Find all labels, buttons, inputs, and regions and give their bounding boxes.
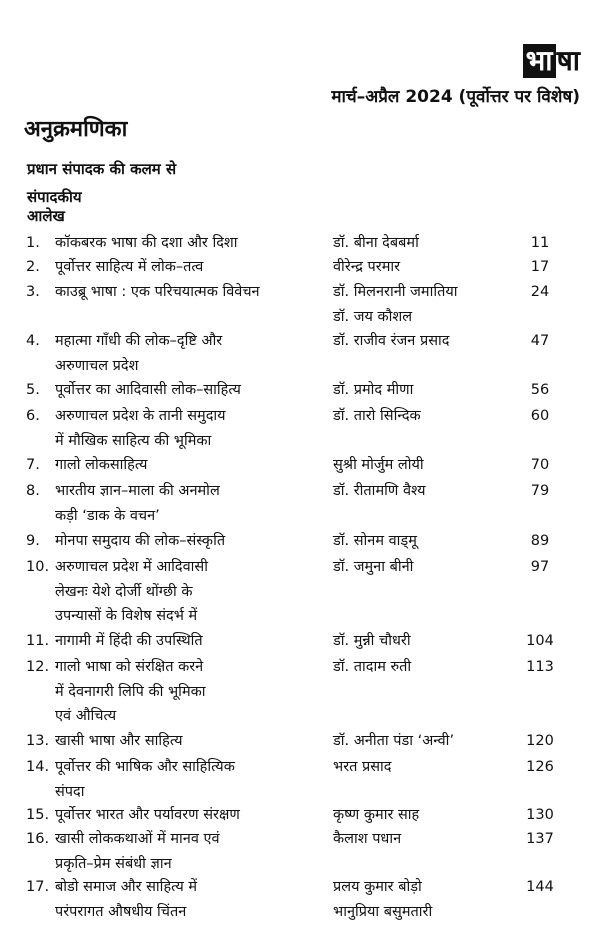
toc-entry-title-line: कॉकबरक भाषा की दशा और दिशा: [55, 235, 238, 251]
toc-entry-title-line: काउब्रू भाषा : एक परिचयात्मक विवेचन: [55, 284, 260, 300]
toc-entry-title: [55, 479, 325, 528]
toc-entry-title-line: कड़ी ‘डाक के वचन’: [55, 507, 160, 524]
toc-entry-title-line: में देवनागरी लिपि की भूमिका: [55, 683, 206, 700]
toc-entry-title-line: खासी भाषा और साहित्य: [55, 733, 183, 749]
toc-entry-page: 70: [530, 457, 550, 473]
toc-entry-author: [333, 529, 513, 554]
toc-entry-author-name: डॉ. रीतामणि वैश्य: [333, 483, 426, 499]
toc-entry-author-name: डॉ. तारो सिन्दिक: [333, 408, 421, 424]
toc-entry-title-line: उपन्यासों के विशेष संदर्भ में: [55, 608, 198, 624]
toc-entry-author: [333, 280, 513, 329]
toc-entry-page: 47: [530, 333, 550, 349]
toc-entry-title-line: लेखनः येशे दोर्जी थोंग्छी के: [55, 583, 193, 600]
toc-entry-page: 144: [526, 879, 554, 895]
toc-entry-author: [333, 729, 513, 754]
toc-entry-title: [55, 231, 325, 256]
toc-entry-title-line: संपदा: [55, 783, 85, 800]
toc-entry-title: [55, 875, 325, 924]
toc-entry-title-line: पूर्वोत्तर साहित्य में लोक–तत्व: [55, 259, 204, 275]
toc-entry-author-name: प्रलय कुमार बोड़ो: [333, 879, 422, 895]
toc-entry-title-line: अरुणाचल प्रदेश में आदिवासी: [55, 559, 208, 575]
toc-entry-author: [333, 655, 513, 680]
toc-entry-author: [333, 629, 513, 654]
toc-entry-author-name: डॉ. मिलनरानी जमातिया: [333, 284, 458, 300]
toc-entry-title: [55, 329, 325, 378]
toc-entry-author-name: डॉ. मुन्नी चौधरी: [333, 633, 411, 649]
toc-entry-title-line: खासी लोककथाओं में मानव एवं: [55, 831, 220, 847]
toc-entry-title-line: अरुणाचल प्रदेश: [55, 357, 139, 374]
page-title: अनुक्रमणिका: [24, 117, 128, 142]
section-editorial[interactable]: संपादकीय: [27, 188, 82, 206]
toc-entry-title-line: गालो भाषा को संरक्षित करने: [55, 659, 204, 675]
toc-entry-author-name: कैलाश पधान: [333, 831, 402, 847]
toc-entry-page: 126: [526, 759, 554, 775]
toc-entry-number: 13.: [26, 733, 50, 749]
toc-entry-page: 113: [526, 659, 554, 675]
toc-entry-number: 2.: [26, 259, 40, 275]
toc-entry-number: 4.: [26, 333, 40, 349]
toc-entry-title-line: परंपरागत औषधीय चिंतन: [55, 903, 187, 920]
toc-entry-number: 15.: [26, 807, 50, 823]
toc-entry-author: [333, 479, 513, 504]
toc-entry-title-line: बोडो समाज और साहित्य में: [55, 879, 198, 895]
toc-entry-page: 17: [530, 259, 550, 275]
toc-entry-author-name: डॉ. जमुना बीनी: [333, 559, 414, 575]
toc-entry-title: [55, 378, 325, 403]
toc-entry-number: 10.: [26, 559, 50, 575]
magazine-masthead: [523, 44, 580, 78]
toc-entry-title-line: पूर्वोत्तर भारत और पर्यावरण संरक्षण: [55, 807, 240, 823]
toc-entry-title-line: एवं औचित्य: [55, 708, 117, 724]
toc-entry-author-name: डॉ. प्रमोद मीणा: [333, 382, 414, 398]
toc-entry-title: [55, 529, 325, 554]
toc-entry-author-name: डॉ. बीना देबबर्मा: [333, 235, 419, 251]
toc-entry-number: 16.: [26, 831, 50, 847]
toc-entry-author: [333, 875, 513, 924]
toc-entry-number: 3.: [26, 284, 40, 300]
toc-entry-number: 9.: [26, 533, 40, 549]
section-articles: आलेख: [27, 207, 65, 225]
toc-entry-title: [55, 827, 325, 876]
toc-entry-page: 11: [530, 235, 550, 251]
toc-entry-number: 8.: [26, 483, 40, 499]
toc-entry-author-name: कृष्ण कुमार साह: [333, 807, 420, 823]
toc-entry-author-name: भानुप्रिया बसुमतारी: [333, 903, 433, 920]
toc-entry-author: [333, 378, 513, 403]
toc-entry-page: 97: [530, 559, 550, 575]
toc-entry-number: 7.: [26, 457, 40, 473]
toc-entry-page: 120: [526, 733, 554, 749]
toc-entry-author: [333, 453, 513, 478]
toc-entry-title: [55, 655, 325, 729]
toc-entry-page: 79: [530, 483, 550, 499]
toc-entry-page: 130: [526, 807, 554, 823]
toc-entry-author: [333, 404, 513, 429]
toc-entry-author-name: सुश्री मोर्जुम लोयी: [333, 457, 424, 473]
toc-entry-title-line: अरुणाचल प्रदेश के तानी समुदाय: [55, 408, 226, 424]
toc-entry-title-line: गालो लोकसाहित्य: [55, 457, 148, 473]
toc-entry-author: [333, 827, 513, 852]
toc-entry-number: 1.: [26, 235, 40, 251]
toc-entry-author-name: वीरेन्द्र परमार: [333, 259, 401, 275]
toc-entry-title: [55, 453, 325, 478]
toc-entry-title: [55, 404, 325, 453]
toc-entry-title: [55, 803, 325, 828]
toc-entry-title-line: पूर्वोत्तर की भाषिक और साहित्यिक: [55, 759, 235, 775]
toc-entry-title-line: में मौखिक साहित्य की भूमिका: [55, 432, 212, 449]
issue-line: मार्च–अप्रैल 2024 (पूर्वोत्तर पर विशेष): [331, 87, 580, 107]
toc-entry-number: 5.: [26, 382, 40, 398]
toc-entry-page: 137: [526, 831, 554, 847]
toc-entry-title: [55, 555, 325, 629]
toc-entry-number: 12.: [26, 659, 50, 675]
toc-entry-title: [55, 280, 325, 305]
toc-entry-title: [55, 255, 325, 280]
toc-entry-title-line: नागामी में हिंदी की उपस्थिति: [55, 633, 203, 649]
toc-entry-number: 14.: [26, 759, 50, 775]
toc-entry-author-name: डॉ. सोनम वाड्मू: [333, 533, 417, 549]
toc-entry-page: 60: [530, 408, 550, 424]
toc-entry-number: 6.: [26, 408, 40, 424]
toc-entry-title: [55, 755, 325, 804]
section-editor-note[interactable]: प्रधान संपादक की कलम से: [27, 160, 177, 178]
toc-entry-author: [333, 329, 513, 354]
toc-entry-title-line: भारतीय ज्ञान–माला की अनमोल: [55, 483, 220, 499]
toc-entry-author: [333, 555, 513, 580]
toc-entry-page: 104: [526, 633, 554, 649]
toc-entry-page: 89: [530, 533, 550, 549]
toc-entry-author: [333, 231, 513, 256]
toc-entry-page: 24: [530, 284, 550, 300]
toc-entry-number: 17.: [26, 879, 50, 895]
toc-entry-title-line: मोनपा समुदाय की लोक–संस्कृति: [55, 533, 226, 549]
toc-entry-author-name: डॉ. राजीव रंजन प्रसाद: [333, 333, 450, 349]
toc-entry-number: 11.: [26, 633, 50, 649]
toc-entry-author: [333, 803, 513, 828]
toc-entry-title-line: प्रकृति–प्रेम संबंधी ज्ञान: [55, 855, 172, 872]
toc-entry-title: [55, 729, 325, 754]
toc-entry-title-line: महात्मा गाँधी की लोक–दृष्टि और: [55, 333, 223, 349]
toc-entry-author-name: डॉ. तादाम रुती: [333, 659, 412, 675]
toc-entry-author-name: डॉ. जय कौशल: [333, 308, 413, 325]
toc-entry-author: [333, 755, 513, 780]
toc-entry-author-name: डॉ. अनीता पंडा ‘अन्वी’: [333, 733, 455, 749]
toc-entry-title: [55, 629, 325, 654]
logo-rest: षा: [556, 44, 580, 77]
toc-entry-page: 56: [530, 382, 550, 398]
toc-entry-author-name: भरत प्रसाद: [333, 759, 392, 775]
logo-box: भा: [523, 44, 556, 78]
toc-entry-author: [333, 255, 513, 280]
toc-entry-title-line: पूर्वोत्तर का आदिवासी लोक–साहित्य: [55, 382, 241, 398]
